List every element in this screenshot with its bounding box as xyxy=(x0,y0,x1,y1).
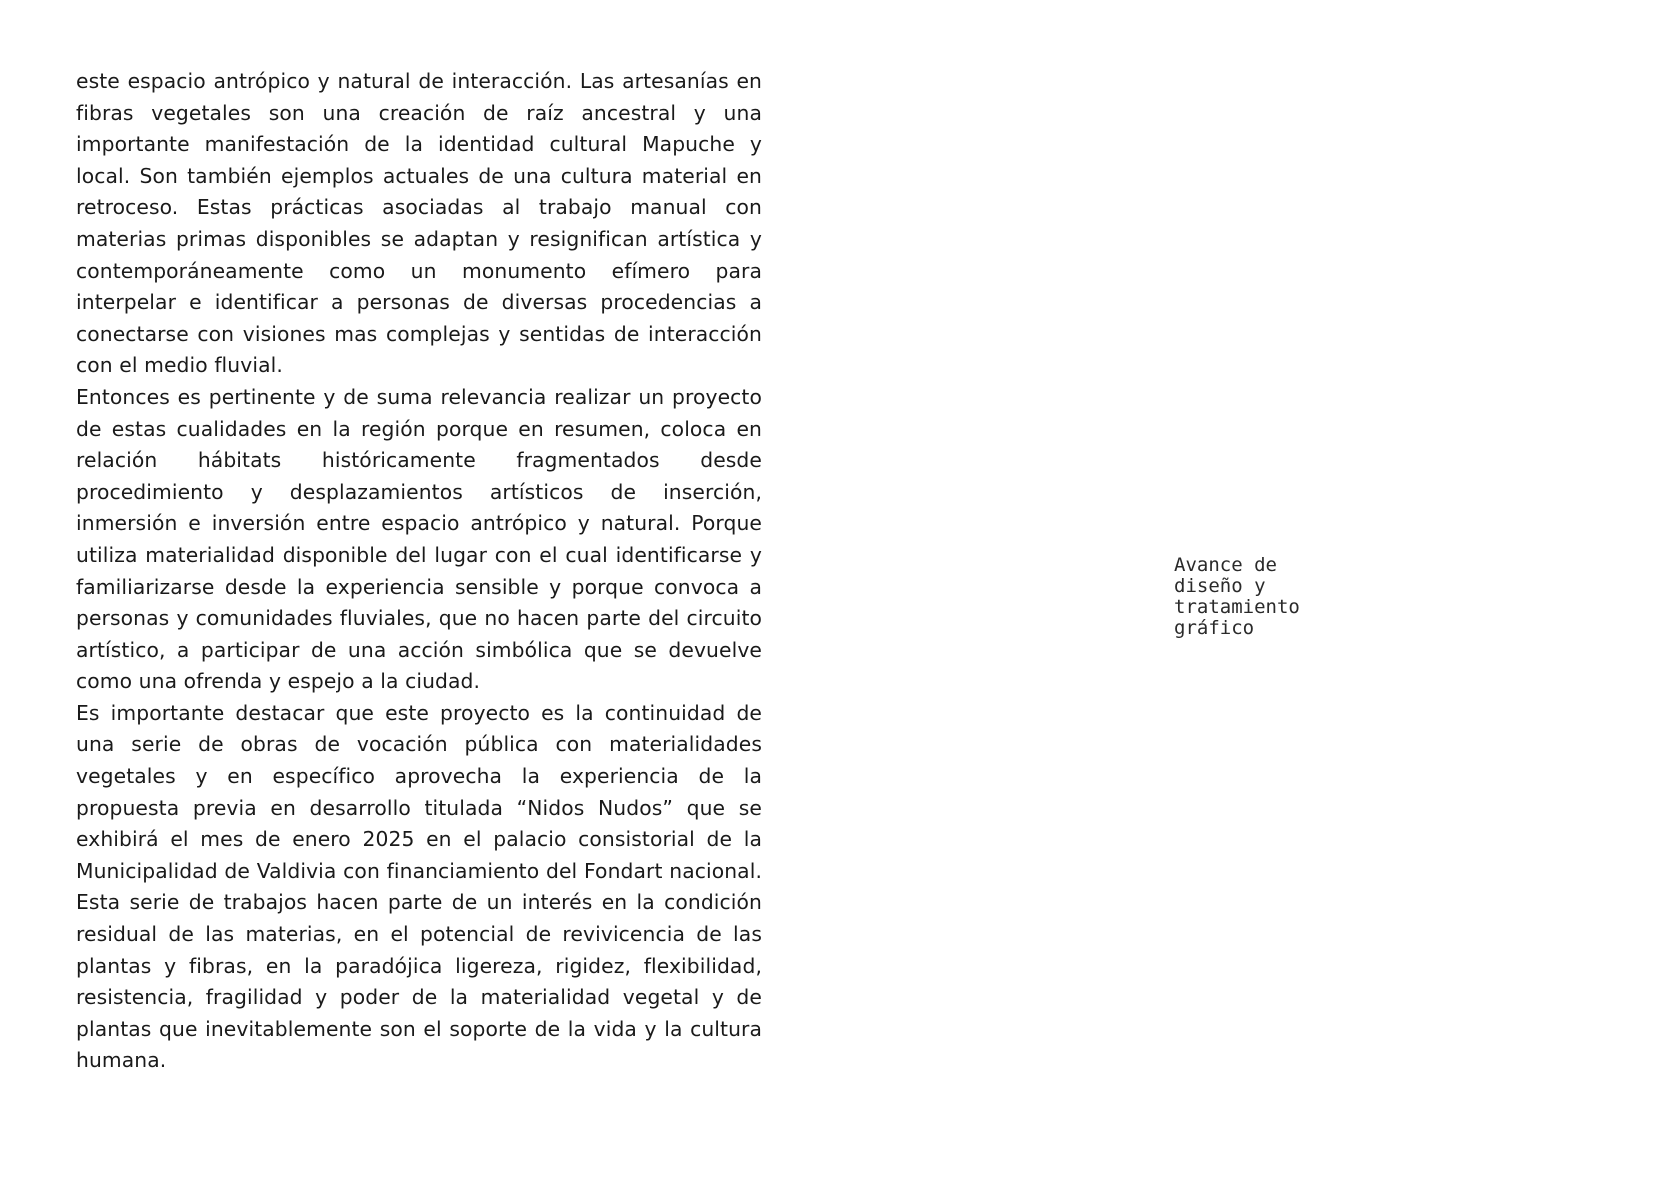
body-paragraph-2: Entonces es pertinente y de suma relevancia realizar un proyecto de estas cualidades en la región porque en resumen, coloca en relación hábitats históricamente fragmentados desde procedimiento y desplazamientos artísticos de inserción, inmersión e inversión entre espacio antrópico y natural. Porque utiliza materialidad disponible del lugar con el cual identificarse y familiarizarse desde la experiencia sensible y porque convoca a personas y comunidades fluviales, que no hacen parte del circuito artístico, a participar de una acción simbólica que se devuelve como una ofrenda y espejo a la ciudad. xyxy=(76,384,762,694)
body-paragraph-3: Es importante destacar que este proyecto es la continuidad de una serie de obras de vocación pública con materialidades vegetales y en específico aprovecha la experiencia de la propuesta previa en desarrollo titulada “Nidos Nudos” que se exhibirá el mes de enero 2025 en el palacio consistorial de la Municipalidad de Valdivia con financiamiento del Fondart nacional. Esta serie de trabajos hacen parte de un interés en la condición residual de las materias, en el potencial de revivicencia de las plantas y fibras, en la paradójica ligereza, rigidez, flexibilidad, resistencia, fragilidad y poder de la materialidad vegetal y de plantas que inevitablemente son el soporte de la vida y la cultura humana. xyxy=(76,700,762,1073)
side-note: Avance de diseño y tratamiento gráfico xyxy=(1174,554,1300,639)
body-text-column xyxy=(76,66,762,1077)
body-paragraph-1: este espacio antrópico y natural de interacción. Las artesanías en fibras vegetales son una creación de raíz ancestral y una importante manifestación de la identidad cultural Mapuche y local. Son también ejemplos actuales de una cultura material en retroceso. Estas prácticas asociadas al trabajo manual con materias primas disponibles se adaptan y resignifican artística y contemporáneamente como un monumento efímero para interpelar e identificar a personas de diversas procedencias a conectarse con visiones mas complejas y sentidas de interacción con el medio fluvial. xyxy=(76,69,762,378)
